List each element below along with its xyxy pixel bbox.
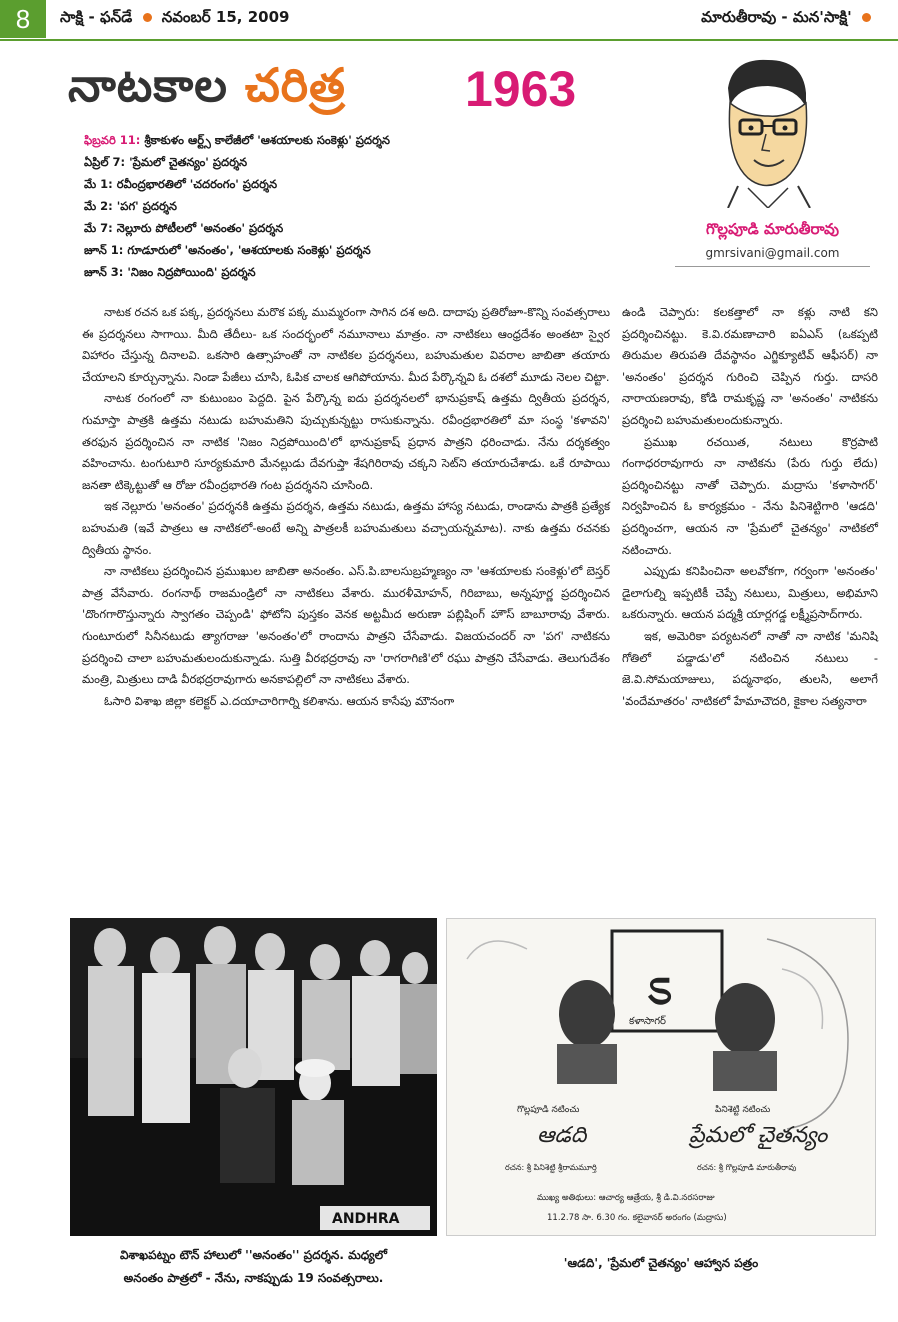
event-item [84, 174, 644, 196]
invitation-right-author: రచన: శ్రీ గొల్లపూడి మారుతీరావు [697, 1163, 797, 1172]
article-title [68, 58, 346, 124]
stage-banner-text: ANDHRA [332, 1211, 400, 1227]
invitation-left-author: రచన: శ్రీ పినిశెట్టి శ్రీరామమూర్తి [505, 1163, 597, 1172]
event-text: 'ప్రేమలో చైతన్యం' ప్రదర్శన [125, 155, 248, 169]
event-text: రవీంద్రభారతిలో 'చదరంగం' ప్రదర్శన [112, 177, 278, 191]
issue-date: నవంబర్ 15, 2009 [161, 8, 290, 26]
event-text: గూడూరులో 'అనంతం', 'ఆశయాలకు సంకెళ్లు' ప్రదర్శన [123, 243, 371, 257]
invitation-left-title: ఆడది [537, 1123, 587, 1148]
title-year: 1963 [465, 61, 577, 117]
page-header [0, 0, 898, 38]
group-photo-image [70, 918, 437, 1236]
author-portrait [688, 48, 836, 208]
column-title: మారుతీరావు - మన'సాక్షి' [701, 8, 852, 26]
author-divider [675, 266, 870, 267]
svg-text:ಽ: ಽ [647, 960, 673, 1016]
event-text: 'పగ' ప్రదర్శన [112, 199, 177, 213]
event-item [84, 262, 644, 284]
author-name: గొల్లపూడి మారుతీరావు [705, 220, 840, 238]
event-item [84, 130, 644, 152]
event-item [84, 240, 644, 262]
event-text: నెల్లూరు పోటీలలో 'అనంతం' ప్రదర్శన [112, 221, 284, 235]
article-column-right [622, 302, 878, 712]
article-paragraph: నాటక రచన ఒక పక్క, ప్రదర్శనలు మరొక పక్క ముమ్మరంగా సాగిన దశ అది. దాదాపు ప్రతిరోజూ-కొన్ని సంవత్సరాలు ఈ ప్రదర్శనలు సాగాయి. మీది తేదీలు- ఒక సందర్భంలో నమూనాలు మాత్రం. నా నాటికలు ఆంధ్రదేశం అంతటా స్వైర విహారం చేస్తున్న దినాలవి. ఒకసారి ఉత్సాహంతో నా నాటికల ప్రదర్శనలు, బహుమతుల వివరాల జాబితా తయారు చేయాలని కూర్చున్నాను. నిండా పేజీలు చూసి, ఓపిక చాలక ఆగిపోయాను. మీద పేర్కొన్నవి ఓ దశలో మూడు నెలల చిట్టా. [82, 305, 610, 384]
invitation-logo-text: కళాసాగర్ [629, 1016, 666, 1027]
event-text: 'నిజం నిద్రపోయింది' ప్రదర్శన [123, 265, 256, 279]
event-date: జూన్ 3: [84, 265, 124, 279]
article-paragraph: ఇక నెల్లూరు 'అనంతం' ప్రదర్శనకి ఉత్తమ ప్రదర్శన, ఉత్తమ నటుడు, ఉత్తమ హాస్య నటుడు, రాండాను పాత్రకి ప్రత్యేక బహుమతి (ఇవే పాత్రలు ఆ నాటికలో-అంటే అన్ని పాత్రలకీ బహుమతులు వచ్చాయన్నమాట). నాకు ఉత్తమ రచనకు ద్వితీయ స్థానం. [82, 499, 610, 557]
photo-caption-right: 'ఆడది', 'ప్రేమలో చైతన్యం' ఆహ్వాన పత్రం [563, 1256, 759, 1270]
author-email[interactable]: gmrsivani@gmail.com [705, 246, 840, 260]
newspaper-section: సాక్షి - ఫన్‌డే [60, 8, 133, 26]
caption-line: అనంతం పాత్రలో - నేను, నాకప్పుడు 19 సంవత్సరాలు. [123, 1271, 384, 1285]
article-paragraph: ఉండి చెప్పారు: కలకత్తాలో నా కళ్లు నాటి కని ప్రదర్శించినట్టు. కె.వి.రమణాచారి ఐఏఎస్ (ఒకప్పటి తిరుమల తిరుపతి దేవస్థానం ఎగ్జిక్యూటివ్ ఆఫీసర్) నా 'అనంతం' ప్రదర్శన గురించి చెప్పిన గుర్తు. దాసరి నారాయణరావు, కోడి రామకృష్ణ నా 'అనంతం' నాటికను ప్రదర్శించి బహుమతులందుకున్నారు. [622, 305, 878, 427]
page-number: 8 [0, 0, 46, 38]
article-paragraph: ఇక, అమెరికా పర్యటనలో నాతో నా నాటిక 'మనిషి గోతిలో పడ్డాడు'లో నటించిన నటులు - జె.వి.సోమయాజులు, పద్మనాభం, తులసి, అలాగే 'వందేమాతరం' నాటికలో హేమాచౌదరి, కైకాల సత్యనారా [622, 628, 878, 708]
event-date: ఏప్రిల్ 7: [84, 155, 126, 169]
caption-line: విశాఖపట్నం టౌన్ హాలులో ''అనంతం'' ప్రదర్శన. మధ్యలో [119, 1248, 388, 1262]
header-left [60, 8, 289, 30]
bullet-dot-icon [143, 13, 152, 22]
event-date: మే 2: [84, 199, 113, 213]
event-item [84, 218, 644, 240]
article-paragraph: నాటక రంగంలో నా కుటుంబం పెద్దది. పైన పేర్కొన్న ఐదు ప్రదర్శనలలో భానుప్రకాష్ ఉత్తమ ద్వితీయ ప్రదర్శన, గుమాస్తా పాత్రకి ఉత్తమ నటుడు బహుమతిని పుచ్చుకున్నట్టు రాసుకున్నాను. రవీంద్రభారతిలో మా సంస్థ 'కళావని' తరఫున ప్రదర్శించిన నా నాటిక 'నిజం నిద్రపోయింది'లో భానుప్రకాష్ ప్రధాన పాత్రని ధరించాడు. నేను దర్శకత్వం వహించాను. టంగుటూరి సూర్యకుమారి మేనల్లుడు దేవగుప్తా శేషగిరిరావు చక్కని సెట్‌ని తయారుచేశాడు. ఒకే రూపాయి జనతా టిక్కెట్టుతో ఆ రోజు రవీంద్రభారతి గంట ప్రదర్శనని చూసింది. [82, 391, 610, 492]
event-date: జూన్ 1: [84, 243, 124, 257]
article-paragraph: ప్రముఖ రచయిత, నటులు కొర్రపాటి గంగాధరరావుగారు నా నాటికను (పేరు గుర్తు లేదు) ప్రదర్శించినట్టు నాతో చెప్పారు. మద్రాసు 'కళాసాగర్' నిర్వహించిన ఓ కార్యక్రమం - నేను పినిశెట్టిగారి 'ఆడది' ప్రదర్శించగా, ఆయన నా 'ప్రేమలో చైతన్యం' నాటికలో నటించారు. [622, 434, 878, 557]
header-divider [0, 39, 898, 41]
title-part-2: చరిత్ర [244, 58, 346, 112]
event-date: మే 1: [84, 177, 113, 191]
invitation-artwork [447, 919, 876, 1236]
invitation-right-label: పినిశెట్టి నటించు [715, 1105, 771, 1115]
article-paragraph: ఎప్పుడు కనిపించినా అలవోకగా, గర్వంగా 'అనంతం' డైలాగుల్ని ఇప్పటికీ చెప్పే నటులు, మిత్రులు, అభిమాని ఒకరున్నారు. ఆయన పద్మశ్రీ యార్లగడ్డ లక్ష్మీప్రసాద్‌గారు. [622, 564, 878, 622]
invitation-venue: 11.2.78 సా. 6.30 గం. కలైవానర్ అరంగం (మద్రాసు) [547, 1213, 727, 1223]
header-right [701, 8, 876, 30]
bullet-dot-icon [862, 13, 871, 22]
stage-group-photo [70, 918, 437, 1236]
title-part-1: నాటకాల [68, 58, 228, 112]
event-item [84, 152, 644, 174]
invitation-left-label: గొల్లపూడి నటించు [517, 1105, 580, 1115]
photo-caption-left [70, 1244, 437, 1290]
event-list [84, 130, 644, 284]
invitation-card [446, 918, 876, 1236]
invitation-guests: ముఖ్య అతిథులు: ఆచార్య ఆత్రేయ, శ్రీ డి.వి.నరసరాజు [537, 1193, 715, 1203]
article-paragraph: ఓసారి విశాఖ జిల్లా కలెక్టర్ ఎ.దయాచారిగార్ని కలిశాను. ఆయన కాసేపు మౌనంగా [104, 693, 455, 708]
invitation-right-title: ప్రేమలో చైతన్యం [689, 1123, 828, 1148]
article-paragraph: నా నాటికలు ప్రదర్శించిన ప్రముఖుల జాబితా అనంతం. ఎస్.పి.బాలసుబ్రహ్మణ్యం నా 'ఆశయాలకు సంకెళ్లు'లో బెస్తర్ పాత్ర వేసేవారు. రంగనాథ్ రాజమండ్రిలో నా నాటికలు వేశారు. మురళీమోహన్, గిరిబాబు, అన్నపూర్ణ ప్రదర్శించిన 'దొంగగారొస్తున్నారు స్వాగతం చెప్పండి' ఫోటోని పుస్తకం వెనక అట్టమీద అరుణా పబ్లిషింగ్ హౌస్ బాబూరావు వేశారు. గుంటూరులో సినీనటుడు త్యాగరాజు 'అనంతం'లో రాందాను పాత్రని చేసేవాడు. విజయచందర్ నా 'పగ' నాటికను ప్రదర్శించి చాలా బహుమతులందుకున్నాడు. సుత్తి వీరభద్రరావు నా 'రాగరాగిణి'లో రఘు పాత్రని చేసేవాడు. తెలుగుదేశం మంత్రి, మిత్రులు దాడి వీరభద్రరావుగారు అనకాపల్లిలో నా నాటికలు వేశారు. [82, 564, 610, 687]
event-item [84, 196, 644, 218]
article-column-left [82, 302, 610, 712]
author-caricature-image [688, 48, 836, 208]
event-date: మే 7: [84, 221, 113, 235]
event-text: శ్రీకాకుళం ఆర్ట్స్ కాలేజీలో 'ఆశయాలకు సంకెళ్లు' ప్రదర్శన [140, 133, 391, 147]
event-date: ఫిబ్రవరి 11: [84, 133, 141, 147]
